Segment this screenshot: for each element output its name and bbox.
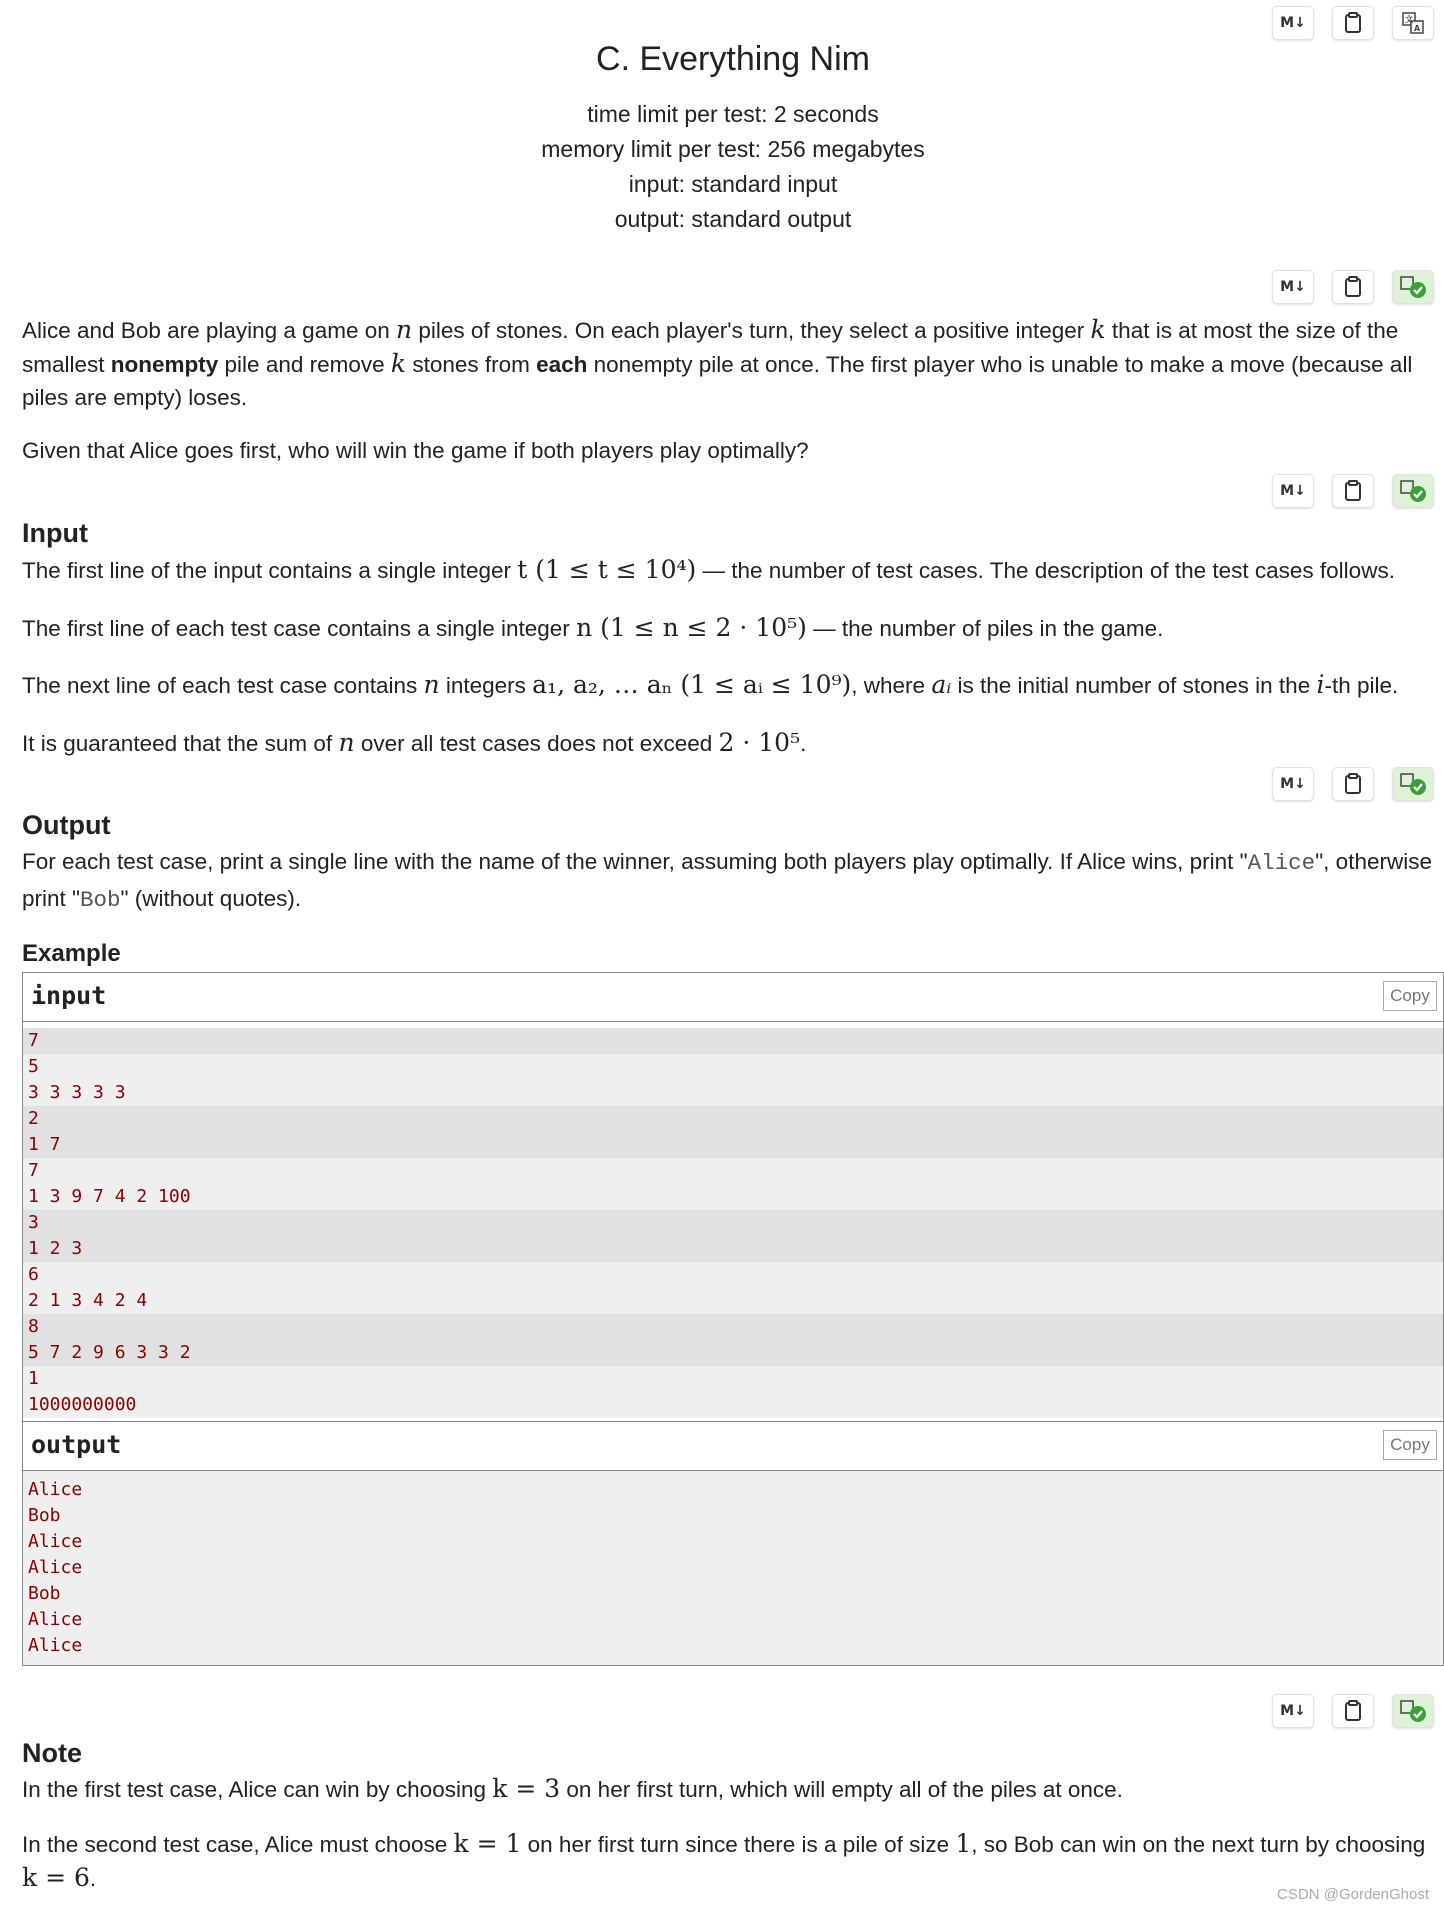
example-input-line: 1 7 (23, 1132, 1443, 1158)
markdown-icon[interactable]: M↓ (1272, 270, 1314, 304)
example-output-label: output (31, 1430, 122, 1459)
example-output-box (22, 1421, 1444, 1666)
example-output-line: Alice (28, 1557, 83, 1578)
copy-icon[interactable] (1332, 6, 1374, 40)
copy-output-button[interactable]: Copy (1383, 1430, 1437, 1460)
header-toolbar (1272, 6, 1434, 40)
memory-limit: memory limit per test: 256 megabytes (541, 136, 925, 162)
copy-icon[interactable] (1332, 1694, 1374, 1728)
watermark: CSDN @GordenGhost (1277, 1886, 1429, 1903)
output-section-title: Output (22, 810, 111, 840)
example-input-line: 2 (23, 1106, 1443, 1132)
svg-text:文: 文 (1405, 15, 1413, 24)
example-output-line: Bob (28, 1583, 61, 1604)
example-output-line: Alice (28, 1479, 83, 1500)
example-input-code[interactable] (23, 1022, 1443, 1424)
example-input-line: 7 (23, 1158, 1443, 1184)
input-line-2: The first line of each test case contains a single integer n (1 ≤ n ≤ 2 · 10⁵) — the number of piles in the game. (22, 613, 1164, 642)
example-output-line: Alice (28, 1609, 83, 1630)
markdown-icon[interactable]: M↓ (1272, 1694, 1314, 1728)
translated-check-icon[interactable] (1392, 474, 1434, 508)
translated-check-icon[interactable] (1392, 270, 1434, 304)
note-section-title: Note (22, 1738, 82, 1768)
note-paragraph-1: In the first test case, Alice can win by choosing k = 3 on her first turn, which will empty all of the piles at once. (22, 1774, 1123, 1803)
example-input-line: 1000000000 (23, 1392, 1443, 1418)
example-input-line: 3 (23, 1210, 1443, 1236)
translate-icon[interactable] (1392, 6, 1434, 40)
input-toolbar (1272, 474, 1434, 508)
input-spec: input: standard input (628, 171, 838, 197)
markdown-icon[interactable]: M↓ (1272, 6, 1314, 40)
input-line-3: The next line of each test case contains n integers a₁, a₂, … aₙ (1 ≤ aᵢ ≤ 10⁹), where aᵢ is the initial number of stones in the i-th pile. (22, 670, 1399, 699)
example-input-line: 1 2 3 (23, 1236, 1443, 1262)
example-title: Example (22, 940, 121, 967)
statement-toolbar (1272, 270, 1434, 304)
copy-icon[interactable] (1332, 474, 1374, 508)
note-paragraph-2: In the second test case, Alice must choose k = 1 on her first turn since there is a pile of size 1, so Bob can win on the next turn by choosing k = 6. (22, 1829, 1426, 1892)
copy-icon[interactable] (1332, 270, 1374, 304)
problem-title: C. Everything Nim (596, 40, 870, 78)
input-line-1: The first line of the input contains a single integer t (1 ≤ t ≤ 10⁴) — the number of test cases. The description of the test cases follows. (22, 555, 1395, 584)
example-input-line: 1 (23, 1366, 1443, 1392)
example-input-line: 5 7 2 9 6 3 3 2 (23, 1340, 1443, 1366)
example-input-header (23, 973, 1443, 1022)
example-input-line: 2 1 3 4 2 4 (23, 1288, 1443, 1314)
svg-text:A: A (1414, 24, 1421, 33)
example-input-line: 7 (23, 1028, 1443, 1054)
example-input-line: 6 (23, 1262, 1443, 1288)
example-input-line: 1 3 9 7 4 2 100 (23, 1184, 1443, 1210)
example-input-line: 3 3 3 3 3 (23, 1080, 1443, 1106)
example-input-line: 5 (23, 1054, 1443, 1080)
translated-check-icon[interactable] (1392, 1694, 1434, 1728)
statement-paragraph-1: Alice and Bob are playing a game on n piles of stones. On each player's turn, they select a positive integer k that is at most the size of the smallest nonempty pile and remove k stones from each nonempty pile at once. The first player who is unable to make a move (because all piles are empty) loses. (22, 315, 1413, 410)
example-output-line: Bob (28, 1505, 61, 1526)
example-output-header (23, 1421, 1443, 1471)
example-input-line: 8 (23, 1314, 1443, 1340)
copy-input-button[interactable]: Copy (1383, 981, 1437, 1011)
time-limit: time limit per test: 2 seconds (587, 101, 879, 127)
copy-icon[interactable] (1332, 767, 1374, 801)
statement-paragraph-2: Given that Alice goes first, who will win the game if both players play optimally? (22, 438, 809, 463)
output-spec: output: standard output (614, 206, 852, 232)
example-output-line: Alice (28, 1531, 83, 1552)
example-output-code[interactable] (23, 1471, 1443, 1665)
example-input-box (22, 972, 1444, 1425)
output-description: For each test case, print a single line with the name of the winner, assuming both players play optimally. If Alice wins, print "Alice", otherwise print "Bob" (without quotes). (22, 849, 1432, 913)
note-toolbar (1272, 1694, 1434, 1728)
markdown-icon[interactable]: M↓ (1272, 474, 1314, 508)
translated-check-icon[interactable] (1392, 767, 1434, 801)
example-input-label: input (31, 981, 107, 1010)
output-toolbar (1272, 767, 1434, 801)
input-line-4: It is guaranteed that the sum of n over all test cases does not exceed 2 · 10⁵. (22, 728, 807, 757)
problem-header (22, 40, 1444, 237)
markdown-icon[interactable]: M↓ (1272, 767, 1314, 801)
input-section-title: Input (22, 518, 88, 548)
example-output-line: Alice (28, 1635, 83, 1656)
